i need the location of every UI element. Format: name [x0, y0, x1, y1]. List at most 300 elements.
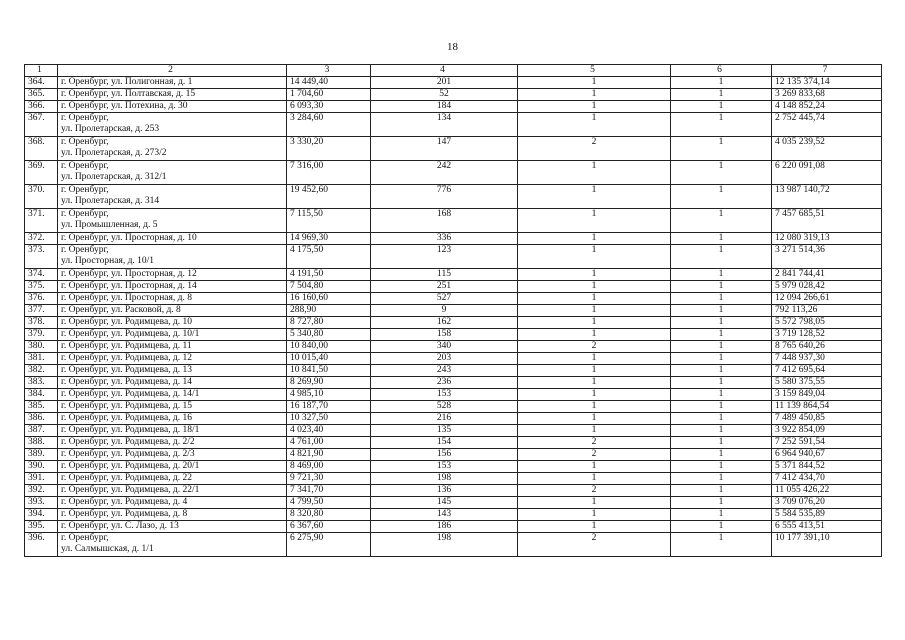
- area-cell: 5 340,80: [287, 329, 371, 341]
- column-5-cell: 2: [518, 485, 671, 497]
- column-6-cell: 1: [671, 101, 772, 113]
- residents-cell: 136: [371, 485, 518, 497]
- amount-cell: 11 139 864,54: [772, 401, 882, 413]
- area-cell: 7 316,00: [287, 161, 371, 185]
- amount-cell: 12 135 374,14: [772, 77, 882, 89]
- address-line: г. Оренбург, ул. Просторная, д. 10: [61, 233, 197, 243]
- area-cell: 4 761,00: [287, 437, 371, 449]
- table-row: [25, 401, 882, 413]
- address-line: г. Оренбург, ул. Родимцева, д. 11: [61, 341, 192, 351]
- address-cell: [58, 341, 287, 353]
- column-6-cell: 1: [671, 185, 772, 209]
- column-5-cell: 2: [518, 137, 671, 161]
- column-6-cell: 1: [671, 245, 772, 269]
- row-number-cell: 382.: [25, 365, 58, 377]
- address-line: ул. Промышленная, д. 5: [61, 220, 158, 230]
- address-line: г. Оренбург, ул. Родимцева, д. 22: [61, 473, 193, 483]
- address-line: г. Оренбург, ул. Полтавская, д. 15: [61, 89, 196, 99]
- address-line: г. Оренбург, ул. Родимцева, д. 2/2: [61, 437, 195, 447]
- column-6-cell: 1: [671, 329, 772, 341]
- column-6-cell: 1: [671, 425, 772, 437]
- address-line: г. Оренбург, ул. Просторная, д. 14: [61, 281, 197, 291]
- column-number-cell: 4: [371, 65, 518, 77]
- address-cell: [58, 377, 287, 389]
- table-row: [25, 161, 882, 185]
- row-number-cell: 370.: [25, 185, 58, 209]
- address-line: г. Оренбург,: [61, 161, 109, 171]
- residents-cell: 154: [371, 437, 518, 449]
- amount-cell: 3 709 076,20: [772, 497, 882, 509]
- row-number-cell: 390.: [25, 461, 58, 473]
- area-cell: 7 504,80: [287, 281, 371, 293]
- address-line: г. Оренбург, ул. Родимцева, д. 10/1: [61, 329, 200, 339]
- address-cell: [58, 413, 287, 425]
- address-cell: [58, 461, 287, 473]
- table-row: [25, 185, 882, 209]
- amount-cell: 4 148 852,24: [772, 101, 882, 113]
- column-6-cell: 1: [671, 113, 772, 137]
- address-line: г. Оренбург, ул. Потехина, д. 30: [61, 101, 188, 111]
- residents-cell: 9: [371, 305, 518, 317]
- column-number-cell: 1: [25, 65, 58, 77]
- row-number-cell: 383.: [25, 377, 58, 389]
- amount-cell: 7 489 450,85: [772, 413, 882, 425]
- address-cell: [58, 77, 287, 89]
- residents-cell: 186: [371, 521, 518, 533]
- row-number-cell: 376.: [25, 293, 58, 305]
- column-6-cell: 1: [671, 161, 772, 185]
- area-cell: 6 093,30: [287, 101, 371, 113]
- address-cell: [58, 509, 287, 521]
- residents-cell: 527: [371, 293, 518, 305]
- area-cell: 8 469,00: [287, 461, 371, 473]
- column-5-cell: 1: [518, 425, 671, 437]
- residents-cell: 147: [371, 137, 518, 161]
- column-5-cell: 1: [518, 161, 671, 185]
- column-6-cell: 1: [671, 497, 772, 509]
- row-number-cell: 369.: [25, 161, 58, 185]
- amount-cell: 3 719 128,52: [772, 329, 882, 341]
- amount-cell: 6 220 091,08: [772, 161, 882, 185]
- address-cell: [58, 485, 287, 497]
- address-cell: [58, 281, 287, 293]
- amount-cell: 6 555 413,51: [772, 521, 882, 533]
- address-line: г. Оренбург, ул. Родимцева, д. 15: [61, 401, 193, 411]
- address-line: г. Оренбург, ул. Родимцева, д. 16: [61, 413, 193, 423]
- area-cell: 3 284,60: [287, 113, 371, 137]
- row-number-cell: 380.: [25, 341, 58, 353]
- table-row: [25, 413, 882, 425]
- residents-cell: 528: [371, 401, 518, 413]
- area-cell: 3 330,20: [287, 137, 371, 161]
- column-6-cell: 1: [671, 305, 772, 317]
- area-cell: 4 175,50: [287, 245, 371, 269]
- column-6-cell: 1: [671, 353, 772, 365]
- row-number-cell: 372.: [25, 233, 58, 245]
- area-cell: 4 191,50: [287, 269, 371, 281]
- address-line: г. Оренбург, ул. Родимцева, д. 18/1: [61, 425, 200, 435]
- address-cell: [58, 353, 287, 365]
- residents-cell: 198: [371, 533, 518, 557]
- area-cell: 10 840,00: [287, 341, 371, 353]
- amount-cell: 5 979 028,42: [772, 281, 882, 293]
- amount-cell: 7 252 591,54: [772, 437, 882, 449]
- address-cell: [58, 245, 287, 269]
- column-6-cell: 1: [671, 77, 772, 89]
- column-6-cell: 1: [671, 269, 772, 281]
- address-cell: [58, 497, 287, 509]
- area-cell: 4 799,50: [287, 497, 371, 509]
- residents-cell: 134: [371, 113, 518, 137]
- residents-cell: 153: [371, 461, 518, 473]
- address-line: г. Оренбург, ул. Родимцева, д. 4: [61, 497, 188, 507]
- column-6-cell: 1: [671, 509, 772, 521]
- row-number-cell: 377.: [25, 305, 58, 317]
- area-cell: 10 841,50: [287, 365, 371, 377]
- row-number-cell: 365.: [25, 89, 58, 101]
- address-cell: [58, 365, 287, 377]
- row-number-cell: 378.: [25, 317, 58, 329]
- column-6-cell: 1: [671, 233, 772, 245]
- table-row: [25, 113, 882, 137]
- area-cell: 6 367,60: [287, 521, 371, 533]
- residents-cell: 242: [371, 161, 518, 185]
- amount-cell: 5 572 798,05: [772, 317, 882, 329]
- table-row: [25, 521, 882, 533]
- table-row: [25, 281, 882, 293]
- area-cell: 19 452,60: [287, 185, 371, 209]
- amount-cell: 2 841 744,41: [772, 269, 882, 281]
- residents-cell: 236: [371, 377, 518, 389]
- table-row: [25, 101, 882, 113]
- address-cell: [58, 437, 287, 449]
- address-cell: [58, 233, 287, 245]
- address-line: г. Оренбург,: [61, 209, 109, 219]
- column-5-cell: 1: [518, 305, 671, 317]
- column-6-cell: 1: [671, 485, 772, 497]
- column-6-cell: 1: [671, 389, 772, 401]
- address-cell: [58, 89, 287, 101]
- address-line: г. Оренбург, ул. С. Лазо, д. 13: [61, 521, 179, 531]
- column-5-cell: 1: [518, 317, 671, 329]
- column-6-cell: 1: [671, 413, 772, 425]
- address-line: г. Оренбург, ул. Родимцева, д. 10: [61, 317, 193, 327]
- row-number-cell: 367.: [25, 113, 58, 137]
- column-5-cell: 2: [518, 341, 671, 353]
- amount-cell: 5 584 535,89: [772, 509, 882, 521]
- column-6-cell: 1: [671, 521, 772, 533]
- row-number-cell: 396.: [25, 533, 58, 557]
- residents-cell: 156: [371, 449, 518, 461]
- table-row: [25, 485, 882, 497]
- amount-cell: 3 269 833,68: [772, 89, 882, 101]
- address-line: ул. Салмышская, д. 1/1: [61, 544, 154, 554]
- table-row: [25, 425, 882, 437]
- column-number-row: [25, 65, 882, 77]
- column-5-cell: 1: [518, 281, 671, 293]
- address-cell: [58, 113, 287, 137]
- area-cell: 6 275,90: [287, 533, 371, 557]
- row-number-cell: 387.: [25, 425, 58, 437]
- address-cell: [58, 185, 287, 209]
- address-line: г. Оренбург, ул. Родимцева, д. 22/1: [61, 485, 200, 495]
- row-number-cell: 388.: [25, 437, 58, 449]
- column-6-cell: 1: [671, 341, 772, 353]
- residents-cell: 336: [371, 233, 518, 245]
- address-line: г. Оренбург, ул. Просторная, д. 8: [61, 293, 192, 303]
- address-cell: [58, 209, 287, 233]
- column-5-cell: 1: [518, 233, 671, 245]
- column-5-cell: 1: [518, 401, 671, 413]
- column-5-cell: 1: [518, 77, 671, 89]
- address-line: ул. Пролетарская, д. 312/1: [61, 172, 167, 182]
- column-6-cell: 1: [671, 89, 772, 101]
- table-row: [25, 365, 882, 377]
- address-line: ул. Пролетарская, д. 253: [61, 124, 160, 134]
- column-5-cell: 1: [518, 473, 671, 485]
- address-line: ул. Пролетарская, д. 273/2: [61, 148, 167, 158]
- row-number-cell: 371.: [25, 209, 58, 233]
- address-line: г. Оренбург,: [61, 113, 109, 123]
- table-row: [25, 509, 882, 521]
- residents-cell: 776: [371, 185, 518, 209]
- area-cell: 16 187,70: [287, 401, 371, 413]
- address-cell: [58, 269, 287, 281]
- residents-cell: 201: [371, 77, 518, 89]
- row-number-cell: 375.: [25, 281, 58, 293]
- column-6-cell: 1: [671, 449, 772, 461]
- column-number-cell: 7: [772, 65, 882, 77]
- address-line: ул. Просторная, д. 10/1: [61, 256, 155, 266]
- address-line: г. Оренбург, ул. Родимцева, д. 2/3: [61, 449, 195, 459]
- table-row: [25, 329, 882, 341]
- column-6-cell: 1: [671, 473, 772, 485]
- table-row: [25, 245, 882, 269]
- area-cell: 4 985,10: [287, 389, 371, 401]
- table-row: [25, 293, 882, 305]
- row-number-cell: 374.: [25, 269, 58, 281]
- amount-cell: 6 964 940,67: [772, 449, 882, 461]
- amount-cell: 13 987 140,72: [772, 185, 882, 209]
- column-6-cell: 1: [671, 377, 772, 389]
- column-5-cell: 1: [518, 89, 671, 101]
- row-number-cell: 368.: [25, 137, 58, 161]
- column-6-cell: 1: [671, 365, 772, 377]
- residents-cell: 115: [371, 269, 518, 281]
- column-5-cell: 1: [518, 521, 671, 533]
- table-row: [25, 317, 882, 329]
- address-line: г. Оренбург, ул. Родимцева, д. 14: [61, 377, 193, 387]
- area-cell: 10 327,50: [287, 413, 371, 425]
- table-row: [25, 209, 882, 233]
- row-number-cell: 393.: [25, 497, 58, 509]
- row-number-cell: 364.: [25, 77, 58, 89]
- column-5-cell: 1: [518, 389, 671, 401]
- column-5-cell: 1: [518, 185, 671, 209]
- column-number-cell: 3: [287, 65, 371, 77]
- address-line: г. Оренбург, ул. Полигонная, д. 1: [61, 77, 193, 87]
- row-number-cell: 373.: [25, 245, 58, 269]
- column-5-cell: 2: [518, 533, 671, 557]
- residents-cell: 52: [371, 89, 518, 101]
- amount-cell: 792 113,26: [772, 305, 882, 317]
- page-number: 18: [447, 41, 458, 53]
- area-cell: 10 015,40: [287, 353, 371, 365]
- address-cell: [58, 137, 287, 161]
- table-row: [25, 269, 882, 281]
- column-6-cell: 1: [671, 281, 772, 293]
- address-line: г. Оренбург, ул. Расковой, д. 8: [61, 305, 181, 315]
- address-cell: [58, 161, 287, 185]
- row-number-cell: 394.: [25, 509, 58, 521]
- row-number-cell: 395.: [25, 521, 58, 533]
- table-row: [25, 137, 882, 161]
- column-6-cell: 1: [671, 461, 772, 473]
- residents-cell: 203: [371, 353, 518, 365]
- residents-cell: 184: [371, 101, 518, 113]
- row-number-cell: 385.: [25, 401, 58, 413]
- row-number-cell: 386.: [25, 413, 58, 425]
- address-line: г. Оренбург,: [61, 245, 109, 255]
- amount-cell: 4 035 239,52: [772, 137, 882, 161]
- column-6-cell: 1: [671, 437, 772, 449]
- residents-cell: 123: [371, 245, 518, 269]
- residents-cell: 158: [371, 329, 518, 341]
- amount-cell: 7 448 937,30: [772, 353, 882, 365]
- table-row: [25, 533, 882, 557]
- column-6-cell: 1: [671, 401, 772, 413]
- area-cell: 8 727,80: [287, 317, 371, 329]
- amount-cell: 11 055 426,22: [772, 485, 882, 497]
- area-cell: 14 969,30: [287, 233, 371, 245]
- amount-cell: 7 412 695,64: [772, 365, 882, 377]
- area-cell: 8 320,80: [287, 509, 371, 521]
- address-line: г. Оренбург, ул. Родимцева, д. 12: [61, 353, 193, 363]
- address-cell: [58, 425, 287, 437]
- address-line: г. Оренбург,: [61, 533, 109, 543]
- row-number-cell: 392.: [25, 485, 58, 497]
- column-5-cell: 2: [518, 437, 671, 449]
- residents-cell: 168: [371, 209, 518, 233]
- row-number-cell: 379.: [25, 329, 58, 341]
- amount-cell: 12 080 319,13: [772, 233, 882, 245]
- column-5-cell: 1: [518, 497, 671, 509]
- table-row: [25, 449, 882, 461]
- table-row: [25, 377, 882, 389]
- area-cell: 7 115,50: [287, 209, 371, 233]
- row-number-cell: 381.: [25, 353, 58, 365]
- table-row: [25, 473, 882, 485]
- column-5-cell: 1: [518, 365, 671, 377]
- column-5-cell: 1: [518, 509, 671, 521]
- area-cell: 9 721,30: [287, 473, 371, 485]
- amount-cell: 7 412 434,70: [772, 473, 882, 485]
- column-5-cell: 1: [518, 329, 671, 341]
- address-line: г. Оренбург, ул. Родимцева, д. 8: [61, 509, 188, 519]
- area-cell: 1 704,60: [287, 89, 371, 101]
- column-6-cell: 1: [671, 533, 772, 557]
- row-number-cell: 391.: [25, 473, 58, 485]
- area-cell: 14 449,40: [287, 77, 371, 89]
- address-cell: [58, 521, 287, 533]
- amount-cell: 7 457 685,51: [772, 209, 882, 233]
- table-row: [25, 233, 882, 245]
- column-5-cell: 1: [518, 461, 671, 473]
- table-body: [25, 65, 882, 557]
- residents-cell: 162: [371, 317, 518, 329]
- table-row: [25, 77, 882, 89]
- amount-cell: 2 752 445,74: [772, 113, 882, 137]
- amount-cell: 10 177 391,10: [772, 533, 882, 557]
- address-line: ул. Пролетарская, д. 314: [61, 196, 160, 206]
- residents-cell: 135: [371, 425, 518, 437]
- residents-cell: 243: [371, 365, 518, 377]
- column-5-cell: 1: [518, 269, 671, 281]
- column-5-cell: 1: [518, 293, 671, 305]
- area-cell: 16 160,60: [287, 293, 371, 305]
- column-5-cell: 1: [518, 101, 671, 113]
- table-row: [25, 497, 882, 509]
- column-6-cell: 1: [671, 293, 772, 305]
- column-5-cell: 1: [518, 377, 671, 389]
- column-number-cell: 5: [518, 65, 671, 77]
- column-5-cell: 2: [518, 449, 671, 461]
- address-cell: [58, 329, 287, 341]
- address-line: г. Оренбург, ул. Просторная, д. 12: [61, 269, 197, 279]
- table-row: [25, 353, 882, 365]
- column-5-cell: 1: [518, 413, 671, 425]
- table-row: [25, 461, 882, 473]
- residents-cell: 340: [371, 341, 518, 353]
- column-5-cell: 1: [518, 209, 671, 233]
- column-5-cell: 1: [518, 245, 671, 269]
- table-row: [25, 89, 882, 101]
- area-cell: 4 821,90: [287, 449, 371, 461]
- column-number-cell: 2: [58, 65, 287, 77]
- residents-cell: 216: [371, 413, 518, 425]
- column-6-cell: 1: [671, 317, 772, 329]
- address-line: г. Оренбург, ул. Родимцева, д. 14/1: [61, 389, 200, 399]
- address-cell: [58, 305, 287, 317]
- residents-cell: 145: [371, 497, 518, 509]
- column-5-cell: 1: [518, 113, 671, 137]
- area-cell: 4 023,40: [287, 425, 371, 437]
- row-number-cell: 366.: [25, 101, 58, 113]
- amount-cell: 3 271 514,36: [772, 245, 882, 269]
- column-5-cell: 1: [518, 353, 671, 365]
- address-cell: [58, 449, 287, 461]
- address-cell: [58, 533, 287, 557]
- address-cell: [58, 401, 287, 413]
- amount-cell: 3 922 854,09: [772, 425, 882, 437]
- row-number-cell: 389.: [25, 449, 58, 461]
- residents-cell: 251: [371, 281, 518, 293]
- housing-registry-table: [24, 64, 882, 557]
- table-row: [25, 305, 882, 317]
- area-cell: 8 269,90: [287, 377, 371, 389]
- amount-cell: 8 765 640,26: [772, 341, 882, 353]
- address-line: г. Оренбург,: [61, 185, 109, 195]
- table-row: [25, 437, 882, 449]
- amount-cell: 5 580 375,55: [772, 377, 882, 389]
- address-line: г. Оренбург, ул. Родимцева, д. 13: [61, 365, 193, 375]
- row-number-cell: 384.: [25, 389, 58, 401]
- address-line: г. Оренбург, ул. Родимцева, д. 20/1: [61, 461, 200, 471]
- column-6-cell: 1: [671, 209, 772, 233]
- address-cell: [58, 473, 287, 485]
- table-row: [25, 389, 882, 401]
- residents-cell: 198: [371, 473, 518, 485]
